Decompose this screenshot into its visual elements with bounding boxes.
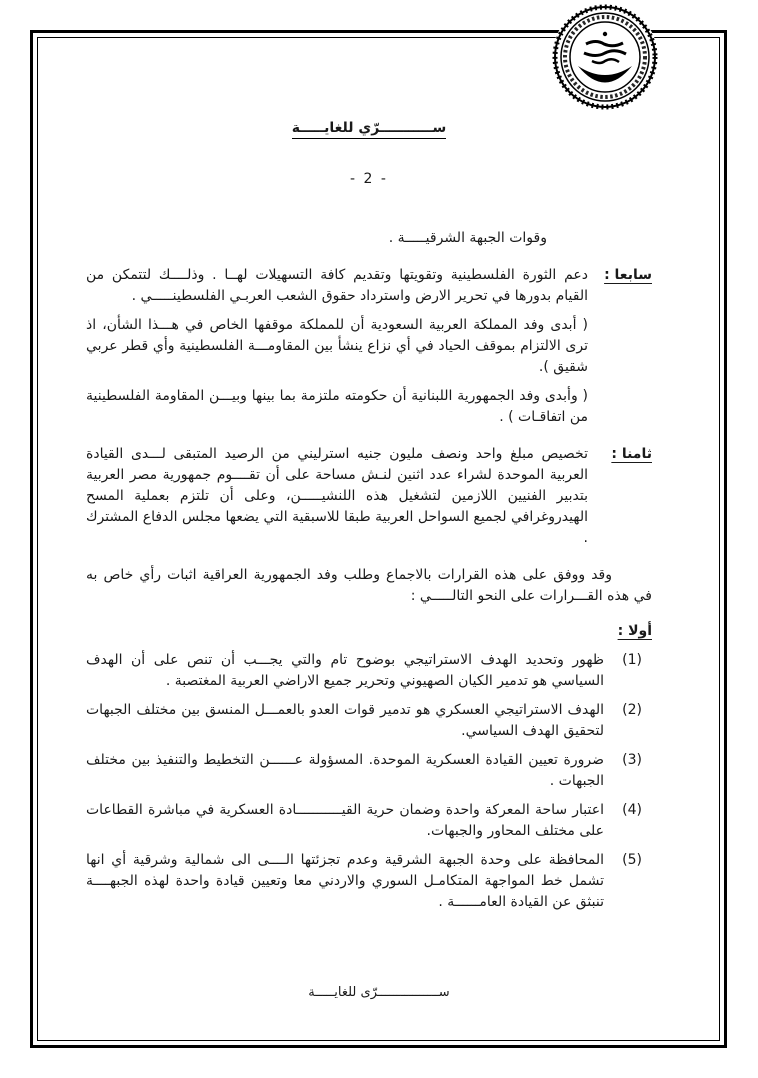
point-text: المحافظة على وحدة الجبهة الشرقية وعدم تجزئتها الــــى الى شمالية وشرقية أي انها تشمل خط المواجهة المتكامـل السوري والاردني معا وتعيين قيادة واحدة لهذه الجبهــــة تنبثق عن القيادة العامــــــة . [86,852,604,910]
point-text: الهدف الاستراتيجي العسكري هو تدمير قوات العدو بالعمـــل المنسق بين مختلف الجبهات لتحقيق الهدف السياسي. [86,702,604,739]
item-paragraph: تخصيص مبلغ واحد ونصف مليون جنيه استرليني من الرصيد المتبقى لـــدى القيادة العربية الموحدة لشراء عدد اثنين لنـش مساحة على أن تقــــوم جمهورية مصر العربية بتدبير الفنيين اللازمين لتشغيل هذه اللنشيـــــن، وعلى أن تلتزم بعملية المسح الهيدروغرافي لجميع السواحل العربية طبقا للاسبقية التي يضعها مجلس الدفاع المشترك . [86,446,588,546]
item-label: ثامنا : [611,446,652,462]
item-thamina [86,444,652,549]
page-number: - 2 - [350,171,388,187]
point-number: (5) [622,852,642,868]
points-list [86,650,642,913]
point-number: (2) [622,702,642,718]
point-text: ضرورة تعيين القيادة العسكرية الموحدة. المسؤولة عــــــن التخطيط والتنفيذ بين مختلف الجبهات . [86,752,604,789]
point-text: اعتبار ساحة المعركة واحدة وضمان حرية القيـــــــــــادة العسكرية في مباشرة القطاعات على مختلف المحاور والجبهات. [86,802,604,839]
point-number: (4) [622,802,642,818]
list-item [86,750,642,792]
closing-paragraph: وقد ووفق على هذه القرارات بالاجماع وطلب وفد الجمهورية العراقية اثبات رأي خاص به في هذه القـــرارات على النحو التالـــــي : [86,567,652,604]
item-body [86,444,588,549]
item-body [86,265,588,428]
item-paragraph: دعم الثورة الفلسطينية وتقويتها وتقديم كافة التسهيلات لهــا . وذلــــك لتتمكن من القيام بدورها في تحرير الارض واسترداد حقوق الشعب العربـي الفلسطينـــــي . [86,267,588,304]
point-number: (1) [622,652,642,668]
item-sabian [86,265,652,428]
list-item [86,700,642,742]
list-item [86,850,642,913]
classification-footer: ســــــــــــــــرّى للغايـــــة [308,985,450,1000]
seal-icon [552,4,658,110]
item-paragraph: ( وأبدى وفد الجمهورية اللبنانية أن حكومته ملتزمة بما بينها وبيـــن المقاومة الفلسطينية من اتفاقـات ) . [86,388,588,425]
list-item [86,650,642,692]
section-heading: أولا : [617,623,652,639]
classification-header [86,118,652,139]
classification-header-text: ســـــــــــرّي للغايـــــة [292,120,447,139]
document-content [86,118,652,913]
item-label: سابعا : [604,267,652,283]
continuation-line: وقوات الجبهة الشرقيـــــة . [388,230,547,246]
official-seal [552,4,658,110]
list-item [86,800,642,842]
point-number: (3) [622,752,642,768]
point-text: ظهور وتحديد الهدف الاستراتيجي بوضوح تام والتي يجـــب أن تنص على أن الهدف السياسي هو تدمير الكيان الصهيوني وتحرير جميع الاراضي العربية المغتصبة . [86,652,604,689]
item-paragraph: ( أبدى وفد المملكة العربية السعودية أن للمملكة موقفها الخاص في هـــذا الشأن، اذ ترى الالتزام بموقف الحياد في أي نزاع ينشأ بين المقاومـــة الفلسطينية وأي قطر عربي شقيق ). [86,317,588,375]
